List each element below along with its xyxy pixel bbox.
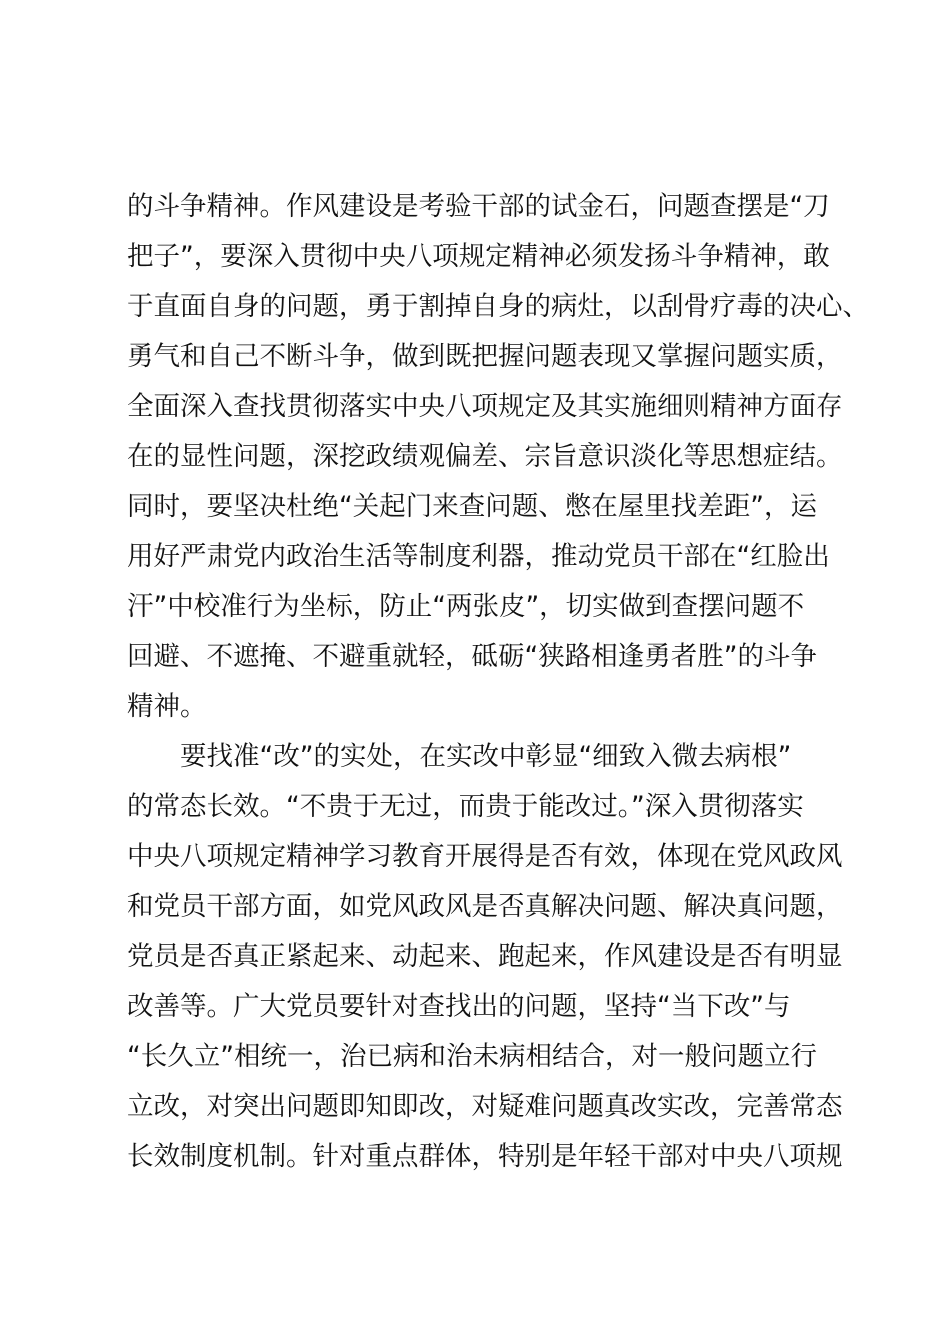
text-line-3: 于直面自身的问题，勇于割掉自身的病灶，以刮骨疗毒的决心、 [127,291,869,322]
text-line-9: 汗”中校准行为坐标，防止“两张皮”，切实做到查摆问题不 [127,591,805,622]
text-line-8: 用好严肃党内政治生活等制度利器，推动党员干部在“红脸出 [127,541,830,572]
text-line-1: 的斗争精神。作风建设是考验干部的试金石，问题查摆是“刀 [127,191,830,222]
text-line-6: 在的显性问题，深挖政绩观偏差、宗旨意识淡化等思想症结。 [127,441,843,472]
text-line-20: 长效制度机制。针对重点群体，特别是年轻干部对中央八项规 [127,1141,843,1172]
text-line-11: 精神。 [127,691,207,722]
text-line-14: 中央八项规定精神学习教育开展得是否有效，体现在党风政风 [127,841,843,872]
text-line-2: 把子”，要深入贯彻中央八项规定精神必须发扬斗争精神，敢 [127,241,830,272]
text-line-16: 党员是否真正紧起来、动起来、跑起来，作风建设是否有明显 [127,941,843,972]
text-line-18: “长久立”相统一，治已病和治未病相结合，对一般问题立行 [127,1041,817,1072]
text-line-15: 和党员干部方面，如党风政风是否真解决问题、解决真问题， [127,891,843,922]
text-line-10: 回避、不遮掩、不避重就轻，砥砺“狭路相逢勇者胜”的斗争 [127,641,817,672]
text-line-7: 同时，要坚决杜绝“关起门来查问题、憋在屋里找差距”，运 [127,491,817,522]
text-line-13: 的常态长效。“不贵于无过，而贵于能改过。”深入贯彻落实 [127,791,804,822]
text-line-5: 全面深入查找贯彻落实中央八项规定及其实施细则精神方面存 [127,391,843,422]
text-line-4: 勇气和自己不断斗争，做到既把握问题表现又掌握问题实质， [127,341,843,372]
text-line-12: 要找准“改”的实处，在实改中彰显“细致入微去病根” [127,741,792,772]
body-text [127,182,869,1182]
text-line-19: 立改，对突出问题即知即改，对疑难问题真改实改，完善常态 [127,1091,843,1122]
text-line-17: 改善等。广大党员要针对查找出的问题，坚持“当下改”与 [127,991,791,1022]
